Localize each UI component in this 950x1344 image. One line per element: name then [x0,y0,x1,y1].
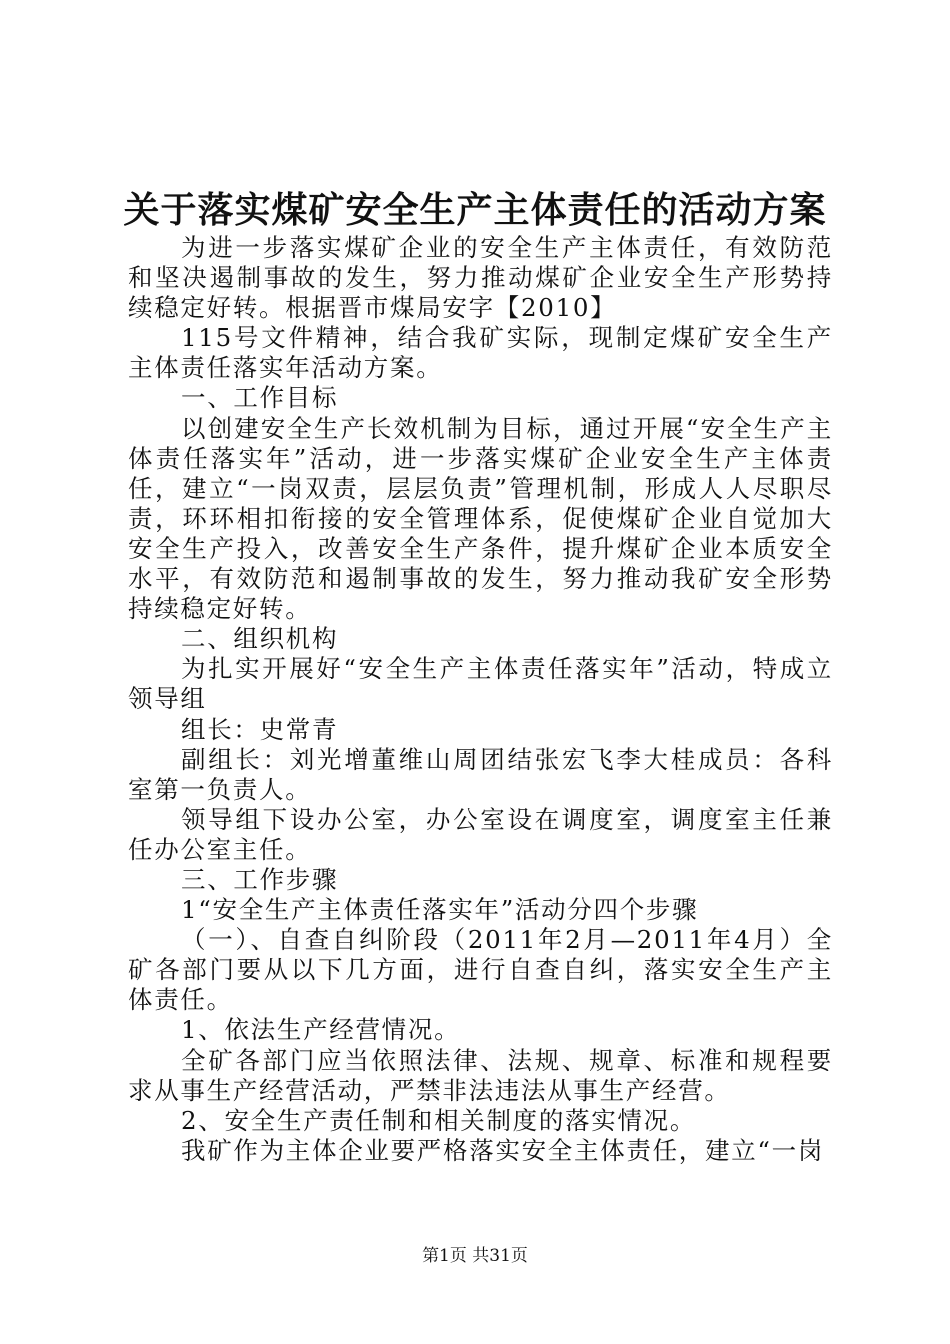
document-title: 关于落实煤矿安全生产主体责任的活动方案 [123,189,827,231]
page-footer: 第1页 共31页 [422,1246,528,1266]
paragraph: 副组长：刘光增董维山周团结张宏飞李大桂成员：各科室第一负责人。 [128,744,833,804]
section-heading: 一、工作目标 [181,383,339,413]
section-heading: 二、组织机构 [181,624,339,654]
paragraph: 1、依法生产经营情况。 [181,1015,461,1045]
paragraph: 全矿各部门应当依照法律、法规、规章、标准和规程要求从事生产经营活动，严禁非法违法从事生产经营。 [128,1045,833,1105]
paragraph: 领导组下设办公室，办公室设在调度室，调度室主任兼任办公室主任。 [128,804,833,864]
paragraph: 组长：史常青 [181,714,339,744]
paragraph: 2、安全生产责任制和相关制度的落实情况。 [181,1105,697,1135]
paragraph: 为进一步落实煤矿企业的安全生产主体责任，有效防范和坚决遏制事故的发生，努力推动煤矿企业安全生产形势持续稳定好转。根据晋市煤局安字【2010】 [128,233,833,323]
document-body [128,233,833,1166]
paragraph: 1“安全生产主体责任落实年”活动分四个步骤 [181,895,699,925]
paragraph: 我矿作为主体企业要严格落实安全主体责任，建立“一岗 [181,1135,825,1165]
paragraph: 115号文件精神，结合我矿实际，现制定煤矿安全生产主体责任落实年活动方案。 [128,323,833,383]
section-heading: 三、工作步骤 [181,864,339,894]
paragraph: 以创建安全生产长效机制为目标，通过开展“安全生产主体责任落实年”活动，进一步落实煤矿企业安全生产主体责任，建立“一岗双责，层层负责”管理机制，形成人人尽职尽责，环环相扣衔接的安全管理体系，促使煤矿企业自觉加大安全生产投入，改善安全生产条件，提升煤矿企业本质安全水平，有效防范和遏制事故的发生，努力推动我矿安全形势持续稳定好转。 [128,413,833,624]
paragraph: （一）、自查自纠阶段（2011年2月—2011年4月）全矿各部门要从以下几方面，进行自查自纠，落实安全生产主体责任。 [128,925,833,1015]
paragraph: 为扎实开展好“安全生产主体责任落实年”活动，特成立领导组 [128,654,833,714]
